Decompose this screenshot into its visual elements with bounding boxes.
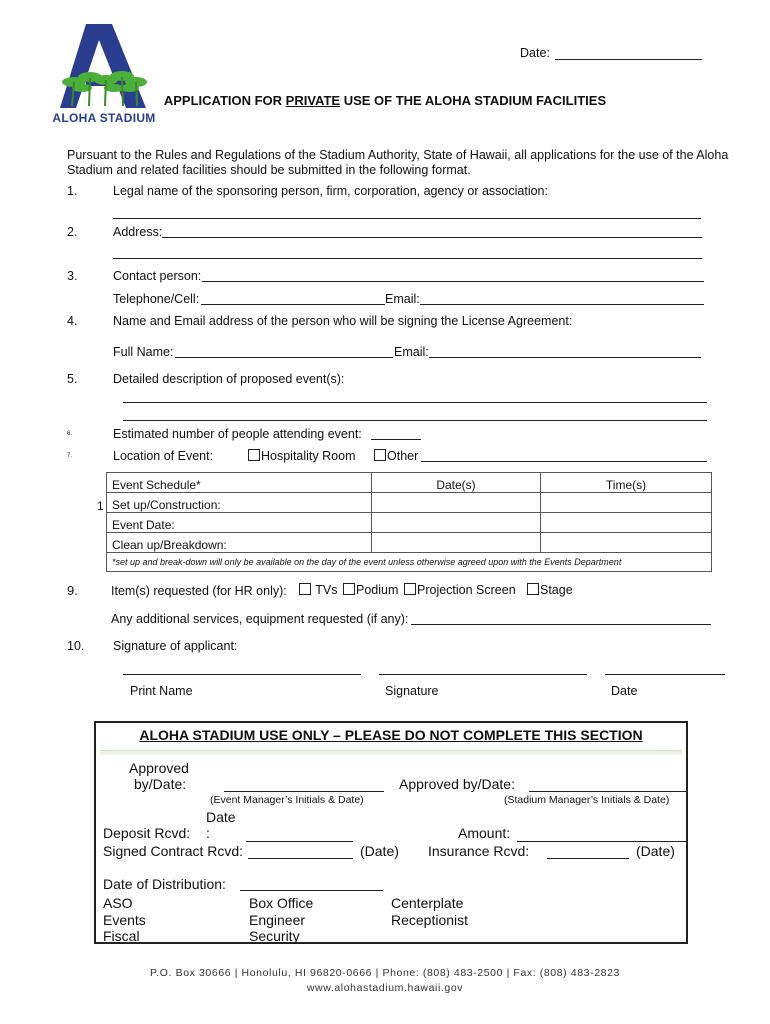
telephone-label: Telephone/Cell:: [113, 292, 200, 306]
item-4-question: Name and Email address of the person who will be signing the License Agreement:: [113, 314, 573, 328]
em-approval-field[interactable]: [224, 791, 384, 792]
tvs-option[interactable]: [299, 583, 337, 597]
projection-screen-option[interactable]: [404, 583, 516, 597]
item-10-question: Signature of applicant:: [113, 639, 238, 653]
footer-address: P.O. Box 30666 | Honolulu, HI 96820-0666 | Phone: (808) 483-2500 | Fax: (808) 483-2823: [150, 967, 620, 979]
podium-label: Podium: [356, 583, 399, 597]
other-location-field[interactable]: [421, 461, 707, 462]
hospitality-room-checkbox[interactable]: [248, 449, 260, 461]
schedule-row-marker: 1: [97, 499, 104, 513]
sm-approval-field[interactable]: [529, 791, 687, 792]
print-name-field[interactable]: [123, 674, 361, 675]
item-4-number: 4.: [67, 314, 78, 328]
title-private: PRIVATE: [285, 93, 341, 108]
approved-right-label: Approved by/Date:: [399, 776, 515, 792]
office-use-section: [94, 721, 688, 944]
footer-website[interactable]: www.alohastadium.hawaii.gov: [306, 982, 464, 994]
item-7-number: 7.: [67, 453, 73, 459]
distribution-label: Date of Distribution:: [103, 876, 226, 892]
dates-header: Date(s): [372, 473, 541, 493]
setup-dates-cell[interactable]: [372, 493, 541, 513]
full-name-field[interactable]: [175, 357, 393, 358]
schedule-note: *set up and break-down will only be available on the day of the event unless otherwise agreed upon with the Events Department: [107, 553, 712, 572]
date-label: Date:: [520, 46, 550, 60]
address-field-1[interactable]: [162, 237, 702, 238]
item-10-number: 10.: [67, 639, 85, 653]
event-times-cell[interactable]: [541, 513, 712, 533]
approved-label-1: Approved: [129, 760, 189, 776]
item-5-question: Detailed description of proposed event(s):: [113, 372, 345, 386]
aso-label: ASO: [103, 895, 133, 911]
aloha-stadium-logo: [42, 22, 166, 130]
insurance-label: Insurance Rcvd:: [428, 843, 530, 859]
signed-contract-date: (Date): [360, 843, 399, 859]
cleanup-label: Clean up/Breakdown:: [107, 533, 372, 553]
office-use-title: ALOHA STADIUM USE ONLY – PLEASE DO NOT COMPLETE THIS SECTION: [139, 727, 643, 743]
security-label: Security: [249, 928, 300, 944]
description-field-1[interactable]: [123, 402, 707, 403]
insurance-field[interactable]: [547, 858, 629, 859]
signature-date-field[interactable]: [605, 674, 725, 675]
sm-initials-caption: (Stadium Manager’s Initials & Date): [504, 794, 670, 806]
title-prefix: APPLICATION FOR: [163, 93, 286, 108]
stage-option[interactable]: [527, 583, 573, 597]
item-3-number: 3.: [67, 269, 78, 283]
table-note-row: [107, 553, 712, 572]
box-office-label: Box Office: [249, 895, 314, 911]
item-2-number: 2.: [67, 225, 78, 239]
cleanup-dates-cell[interactable]: [372, 533, 541, 553]
signer-email-label: Email:: [394, 345, 429, 359]
intro-paragraph: Pursuant to the Rules and Regulations of the Stadium Authority, State of Hawaii, all applications for the use of the Aloha Stadium and related facilities should be submitted in the following format.: [67, 148, 729, 177]
table-row: [107, 533, 712, 553]
projection-screen-label: Projection Screen: [417, 583, 516, 597]
projection-screen-checkbox[interactable]: [404, 583, 416, 595]
item-6-number: 6.: [67, 431, 73, 437]
legal-name-field[interactable]: [113, 218, 701, 219]
item-9-number: 9.: [67, 583, 78, 598]
setup-times-cell[interactable]: [541, 493, 712, 513]
times-header: Time(s): [541, 473, 712, 493]
podium-checkbox[interactable]: [343, 583, 355, 595]
schedule-header: Event Schedule*: [107, 473, 372, 493]
approved-label-2: by/Date:: [134, 776, 187, 792]
deposit-colon: :: [206, 825, 210, 841]
event-schedule-table: [106, 472, 712, 572]
deposit-label: Deposit Rcvd:: [103, 825, 191, 841]
table-row: [107, 513, 712, 533]
other-label: Other: [387, 449, 419, 463]
full-name-label: Full Name:: [113, 345, 174, 359]
signed-contract-label: Signed Contract Rcvd:: [103, 843, 244, 859]
cleanup-times-cell[interactable]: [541, 533, 712, 553]
hospitality-room-option[interactable]: [248, 449, 355, 463]
additional-services-label: Any additional services, equipment requested (if any):: [111, 612, 409, 626]
date-field[interactable]: [555, 59, 702, 60]
print-name-caption: Print Name: [130, 684, 193, 698]
contact-person-field[interactable]: [202, 281, 704, 282]
amount-label: Amount:: [458, 825, 511, 841]
email-label: Email:: [385, 292, 420, 306]
stage-label: Stage: [540, 583, 573, 597]
fiscal-label: Fiscal: [103, 928, 140, 944]
contact-person-label: Contact person:: [113, 269, 202, 283]
podium-option[interactable]: [343, 583, 398, 597]
telephone-field[interactable]: [201, 304, 385, 305]
page-title: [0, 93, 770, 108]
distribution-date-field[interactable]: [240, 890, 383, 891]
events-label: Events: [103, 912, 146, 928]
hospitality-room-label: Hospitality Room: [261, 449, 356, 463]
deposit-date-label: Date: [206, 809, 236, 825]
other-checkbox[interactable]: [374, 449, 386, 461]
table-row: [107, 493, 712, 513]
em-initials-caption: (Event Manager’s Initials & Date): [210, 794, 364, 806]
engineer-label: Engineer: [249, 912, 306, 928]
additional-services-field[interactable]: [411, 624, 711, 625]
event-date-label: Event Date:: [107, 513, 372, 533]
signed-contract-field[interactable]: [248, 858, 353, 859]
tvs-label: TVs: [315, 583, 338, 597]
stage-checkbox[interactable]: [527, 583, 539, 595]
item-5-number: 5.: [67, 372, 78, 386]
table-header-row: [107, 473, 712, 493]
signer-email-field[interactable]: [429, 357, 701, 358]
date-caption: Date: [611, 684, 638, 698]
signature-field[interactable]: [379, 674, 587, 675]
receptionist-label: Receptionist: [391, 912, 469, 928]
centerplate-label: Centerplate: [391, 895, 464, 911]
address-field-2[interactable]: [113, 258, 702, 259]
address-label: Address:: [113, 225, 163, 239]
deposit-date-field[interactable]: [246, 841, 353, 842]
item-9-question: Item(s) requested (for HR only):: [111, 584, 287, 598]
attendance-field[interactable]: [371, 439, 421, 440]
event-dates-cell[interactable]: [372, 513, 541, 533]
item-6-question: Estimated number of people attending event:: [113, 427, 362, 441]
title-suffix: USE OF THE ALOHA STADIUM FACILITIES: [340, 93, 607, 108]
item-1-question: Legal name of the sponsoring person, firm, corporation, agency or association:: [113, 184, 548, 198]
other-option[interactable]: [374, 449, 418, 463]
amount-field[interactable]: [517, 841, 687, 842]
item-1-number: 1.: [67, 184, 78, 198]
tvs-checkbox[interactable]: [299, 583, 311, 595]
item-7-question: Location of Event:: [113, 449, 214, 463]
logo-text: ALOHA STADIUM: [52, 111, 156, 125]
description-field-2[interactable]: [123, 420, 707, 421]
title-divider: [100, 750, 682, 755]
email-field[interactable]: [420, 304, 704, 305]
signature-caption: Signature: [385, 684, 439, 698]
setup-label: Set up/Construction:: [107, 493, 372, 513]
insurance-date: (Date): [636, 843, 675, 859]
